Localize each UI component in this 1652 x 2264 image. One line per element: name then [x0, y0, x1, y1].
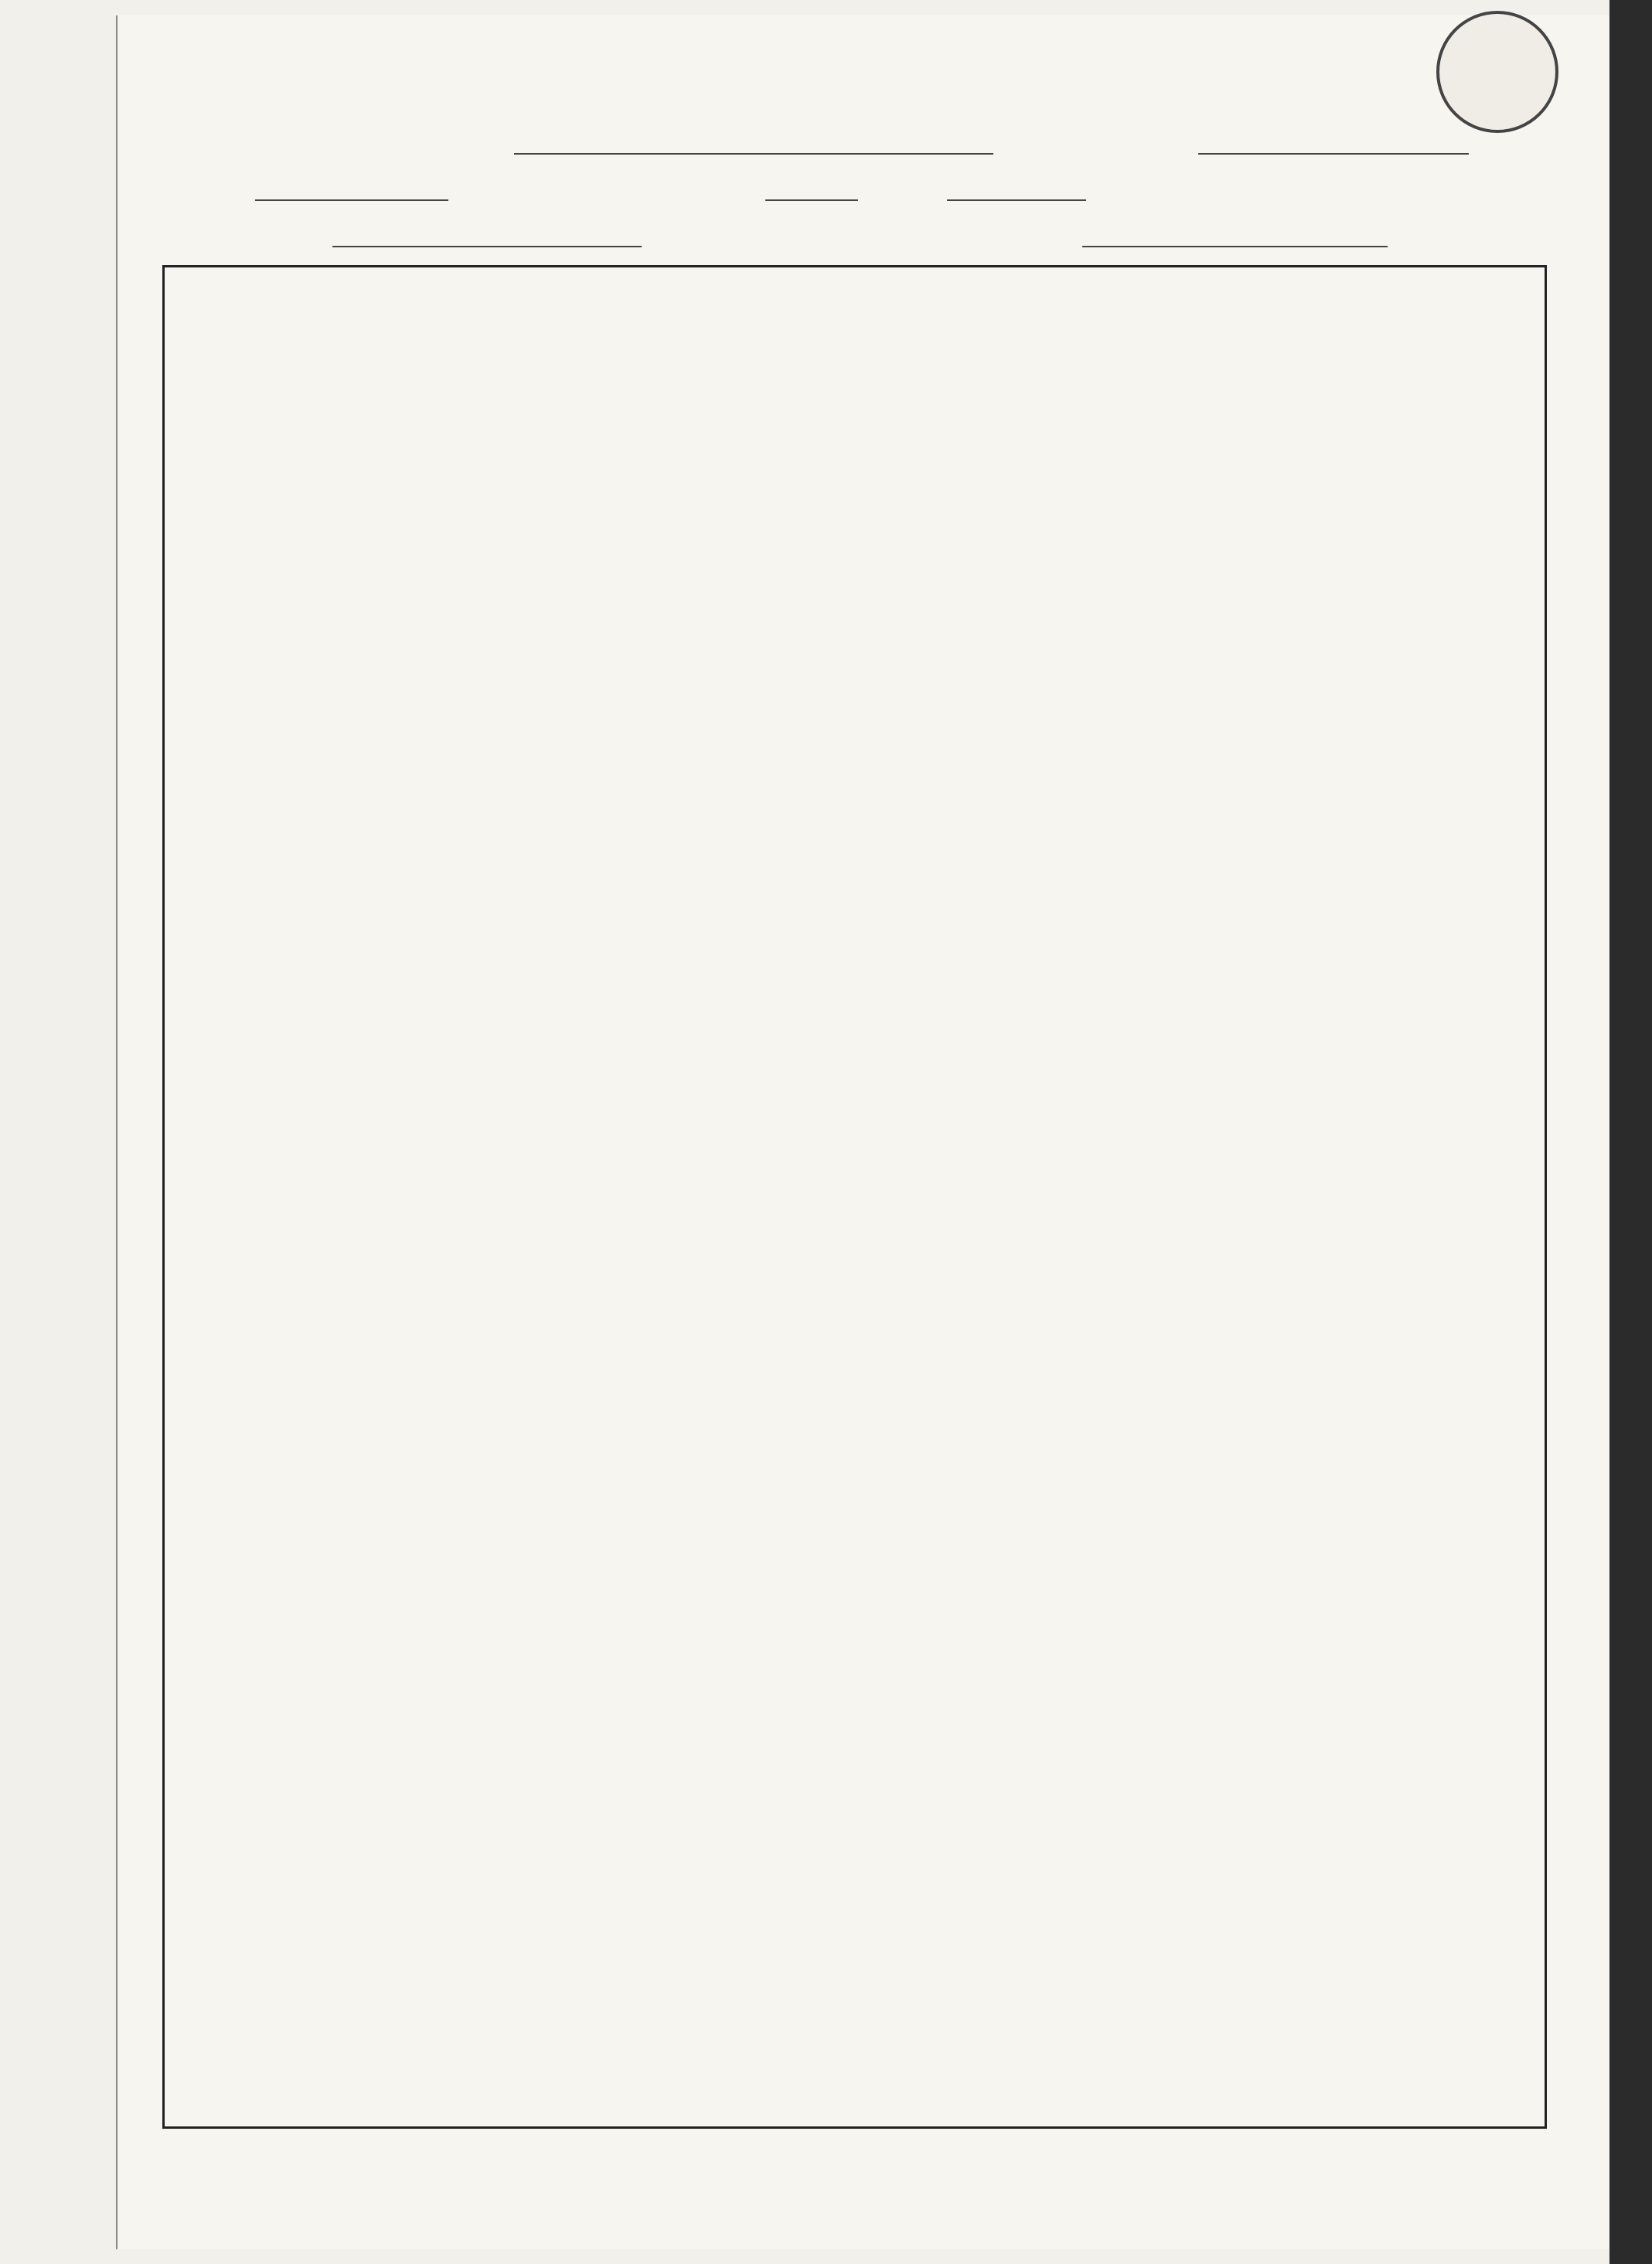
scan-edge: [1609, 0, 1652, 2264]
census-table: [162, 265, 1547, 2129]
records-stamp: [1436, 11, 1558, 133]
